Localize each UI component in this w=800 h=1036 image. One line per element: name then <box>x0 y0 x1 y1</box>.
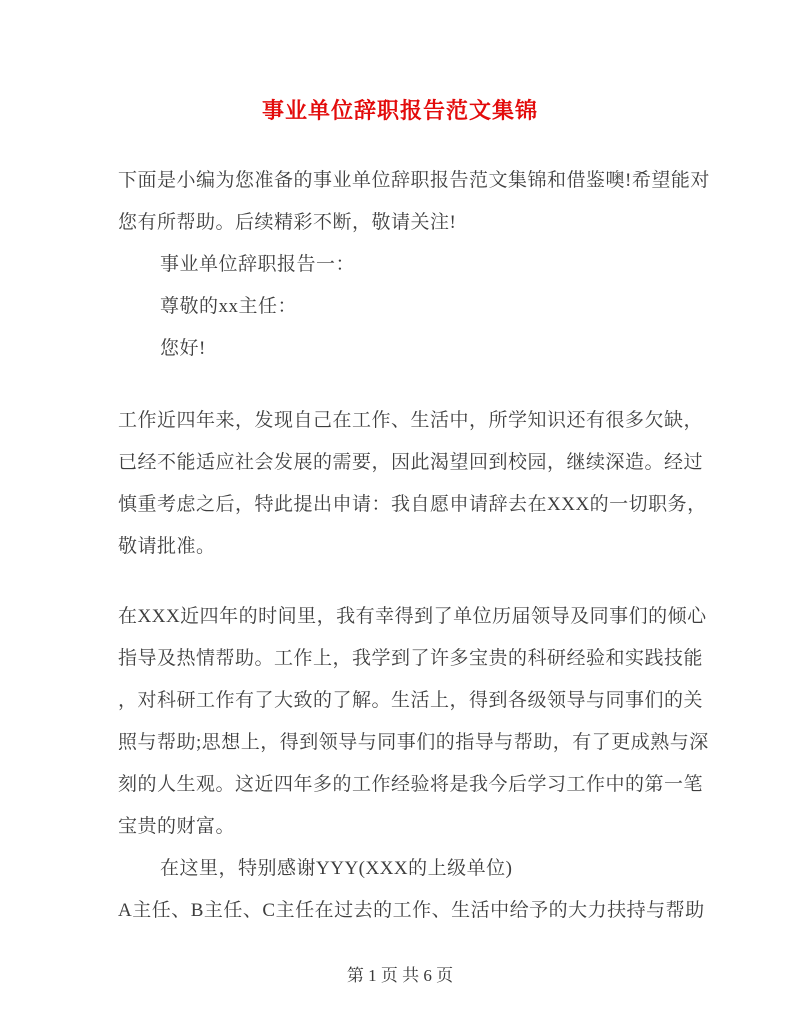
body-line: 在XXX近四年的时间里，我有幸得到了单位历届领导及同事们的倾心 <box>118 606 707 627</box>
body-line: 慎重考虑之后，特此提出申请：我自愿申请辞去在XXX的一切职务， <box>118 494 707 515</box>
body-line: 您有所帮助。后续精彩不断，敬请关注! <box>118 212 457 233</box>
body-line: 下面是小编为您准备的事业单位辞职报告范文集锦和借鉴噢!希望能对 <box>118 170 710 191</box>
body-line: 尊敬的xx主任： <box>160 296 298 317</box>
body-line: ，对科研工作有了大致的了解。生活上，得到各级领导与同事们的关 <box>118 690 704 711</box>
body-line: 指导及热情帮助。工作上，我学到了许多宝贵的科研经验和实践技能 <box>118 648 704 669</box>
body-line: 在这里，特别感谢YYY(XXX的上级单位) <box>160 858 513 879</box>
body-line: 您好! <box>160 338 206 359</box>
page-number-footer: 第 1 页 共 6 页 <box>346 966 454 985</box>
body-line: A主任、B主任、C主任在过去的工作、生活中给予的大力扶持与帮助 <box>118 900 705 921</box>
body-line: 工作近四年来，发现自己在工作、生活中，所学知识还有很多欠缺， <box>118 410 704 431</box>
document-title: 事业单位辞职报告范文集锦 <box>261 98 538 123</box>
body-line: 事业单位辞职报告一： <box>160 254 356 275</box>
body-line: 刻的人生观。这近四年多的工作经验将是我今后学习工作中的第一笔 <box>118 774 704 795</box>
document-body <box>0 160 800 932</box>
body-line: 敬请批准。 <box>118 536 216 557</box>
body-line: 已经不能适应社会发展的需要，因此渴望回到校园，继续深造。经过 <box>118 452 704 473</box>
body-line: 照与帮助;思想上，得到领导与同事们的指导与帮助，有了更成熟与深 <box>118 732 709 753</box>
body-line: 宝贵的财富。 <box>118 816 236 837</box>
